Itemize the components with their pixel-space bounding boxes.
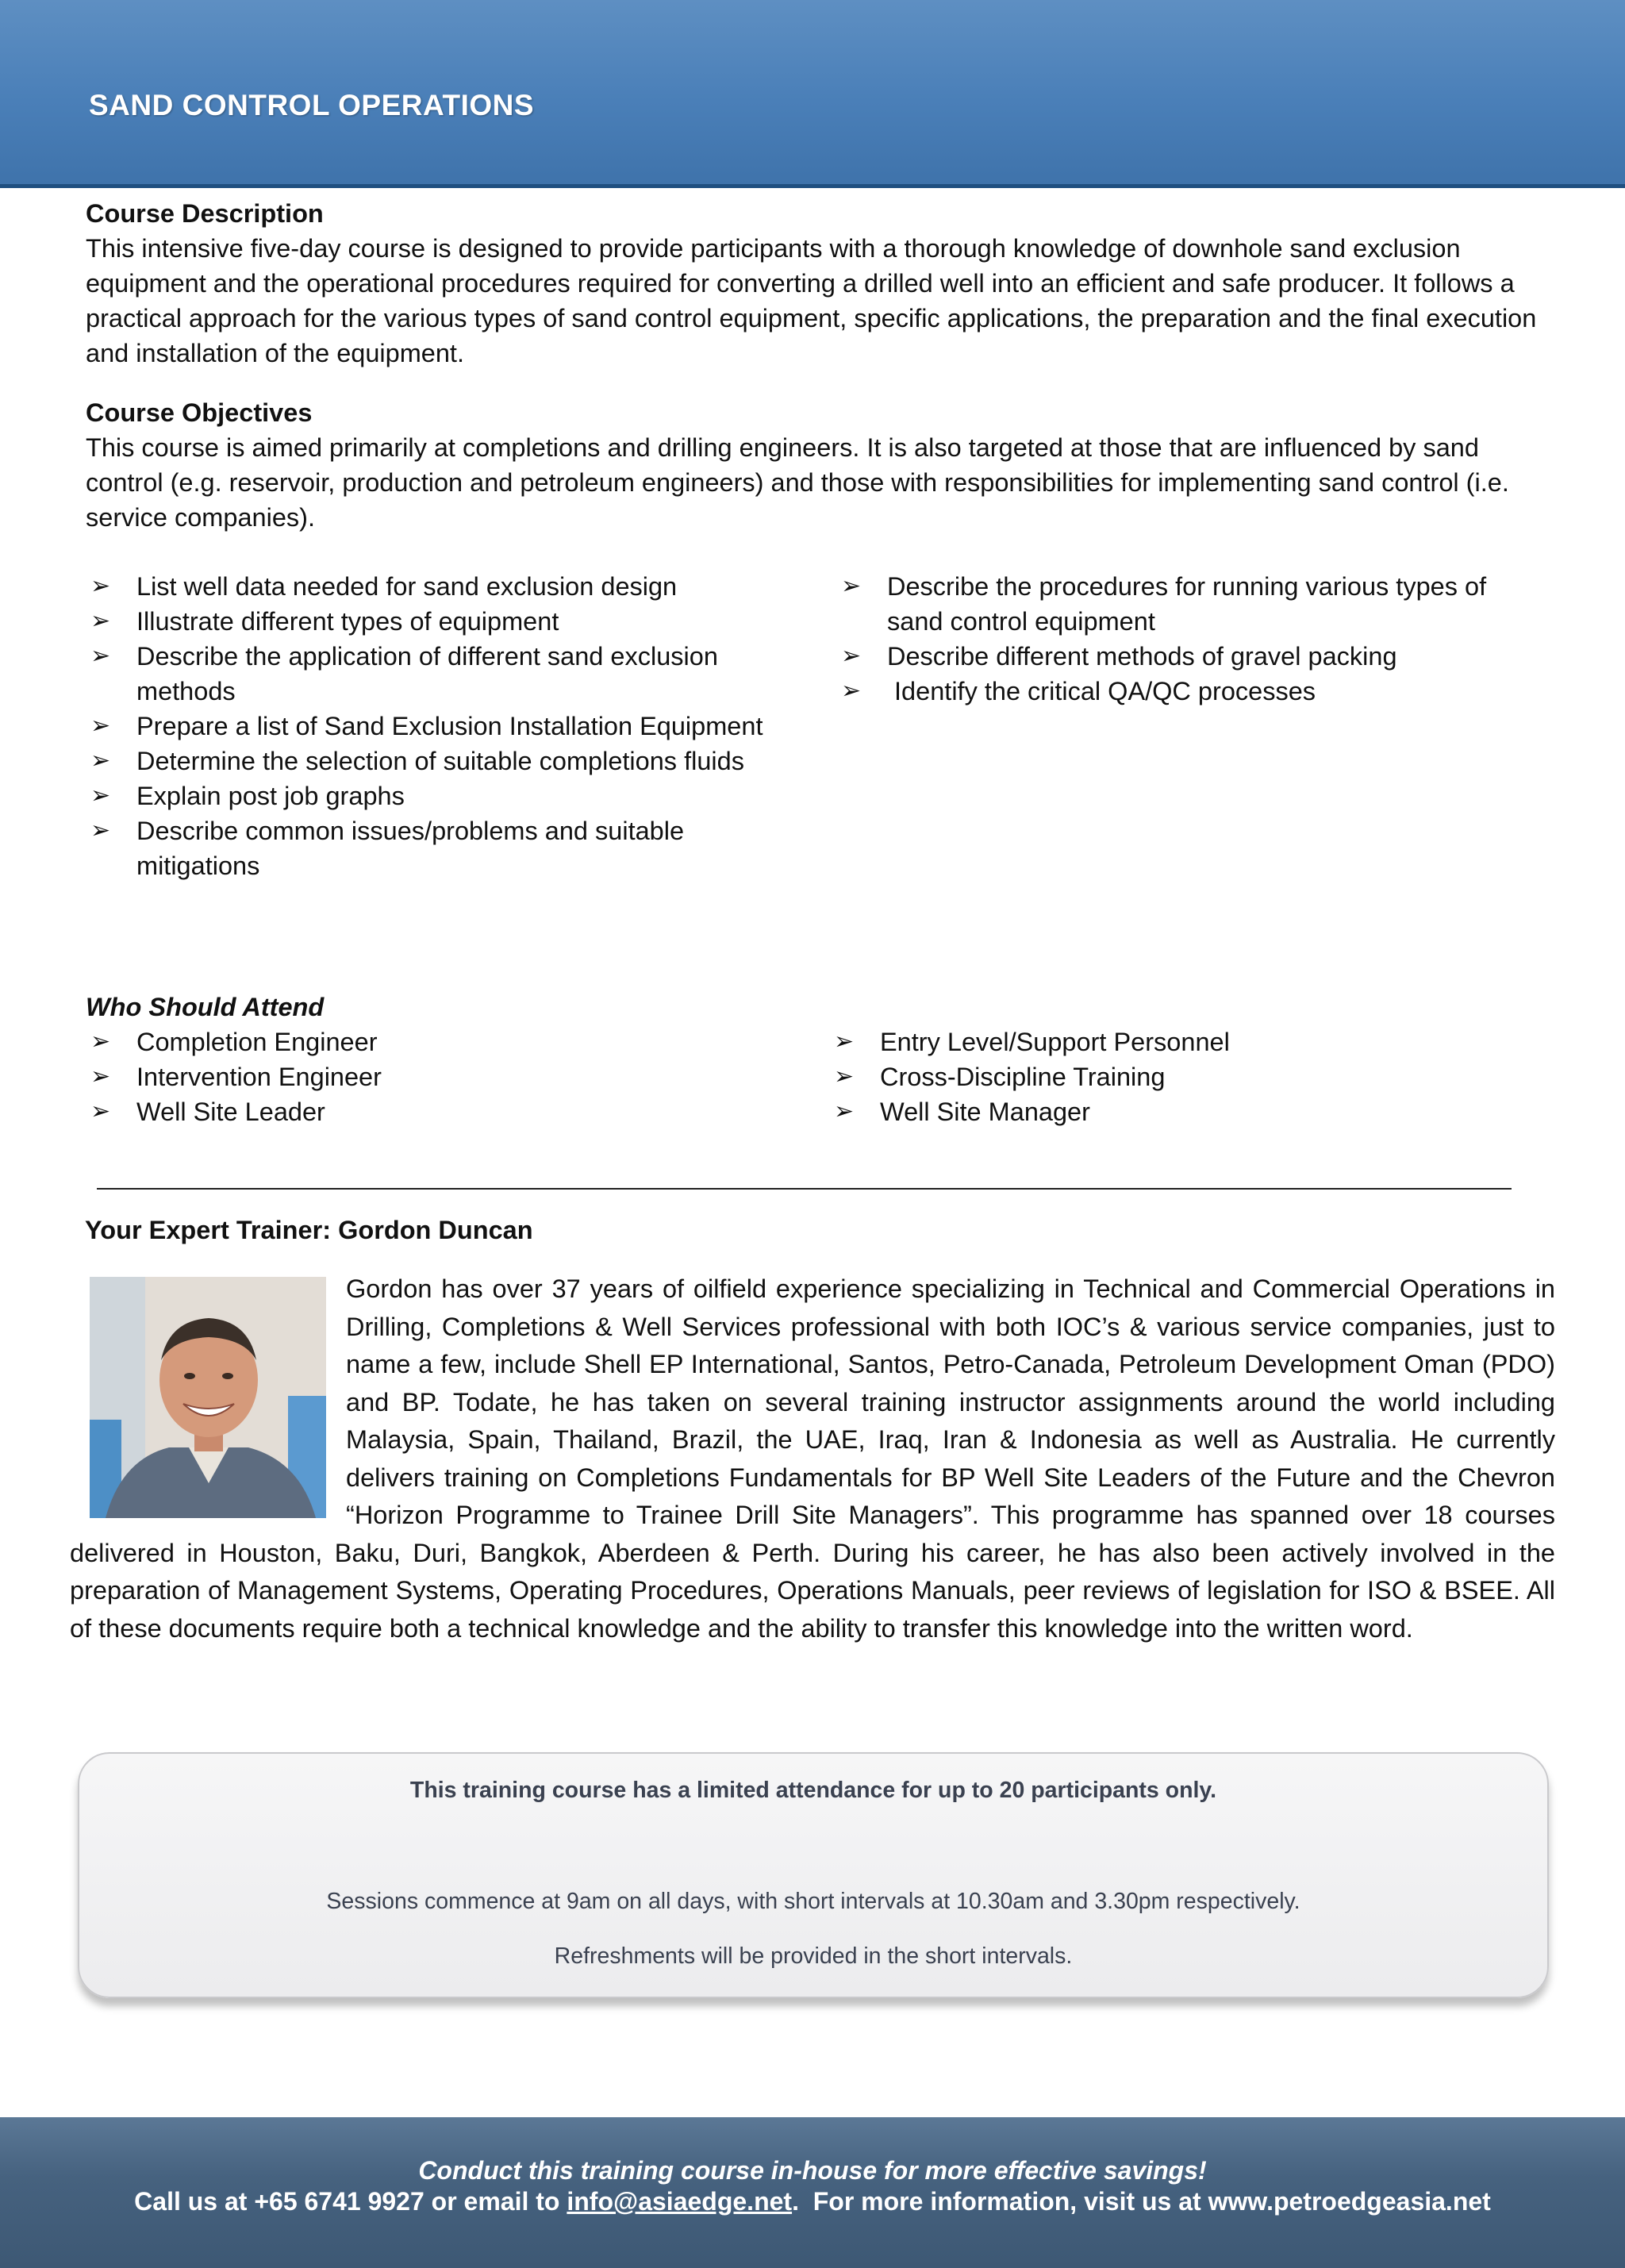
objectives-list-left [86, 569, 784, 883]
arrow-bullet-icon: ➢ [834, 1098, 855, 1124]
arrow-bullet-icon: ➢ [834, 1063, 855, 1090]
list-item: ➢ Explain post job graphs [86, 778, 784, 813]
course-objectives-text: This course is aimed primarily at completions and drilling engineers. It is also targeted at those that are influenced by sand control (e.g. reservoir, production and petroleum engineers) and those with responsibilities for implementing sand control (i.e. service companies). [86, 433, 1509, 532]
email-link[interactable]: info@asiaedge.net [567, 2187, 793, 2216]
list-item: ➢ Determine the selection of suitable completions fluids [86, 744, 784, 778]
list-item: ➢ Prepare a list of Sand Exclusion Installation Equipment [86, 709, 784, 744]
notice-refreshments: Refreshments will be provided in the short intervals. [554, 1943, 1073, 1969]
course-objectives-section [86, 395, 1562, 535]
arrow-bullet-icon: ➢ [90, 1098, 111, 1124]
list-item: ➢ List well data needed for sand exclusion design [86, 569, 784, 604]
arrow-bullet-icon: ➢ [90, 1028, 111, 1055]
list-item: ➢ Cross-Discipline Training [829, 1059, 1527, 1094]
who-should-attend-heading: Who Should Attend [86, 993, 325, 1021]
footer-info-text: . For more information, visit us at www.petroedgeasia.net [792, 2187, 1491, 2216]
trainer-bio-text: Gordon has over 37 years of oilfield experience specializing in Technical and Commercial Operations in Drilling, Completions & Well Services professional with both IOC’s & various service companies, just to name a few, include Shell EP International, Santos, Petro-Canada, Petroleum Development Oman (PDO) and BP. Todate, he has taken on several training instructor assignments around the world including Malaysia, Spain, Thailand, Brazil, the UAE, Iraq, Iran & Indonesia as well as Australia. He currently delivers training on Completions Fundamentals for BP Well Site Leaders of the Future and the Chevron “Horizon Programme to Trainee Drill Site Managers”. This programme has spanned over 18 courses delivered in Houston, Baku, Duri, Bangkok, Aberdeen & Perth. During his career, he has also been actively involved in the preparation of Management Systems, Operating Procedures, Operations Manuals, peer reviews of legislation for ISO & BSEE. All of these documents require both a technical knowledge and the ability to transfer this knowledge into the written word. [70, 1274, 1555, 1643]
attend-list-left [86, 1024, 784, 1129]
arrow-bullet-icon: ➢ [90, 817, 111, 844]
list-item: ➢ Intervention Engineer [86, 1059, 784, 1094]
arrow-bullet-icon: ➢ [90, 608, 111, 634]
list-item: ➢ Identify the critical QA/QC processes [836, 674, 1535, 709]
arrow-bullet-icon: ➢ [90, 713, 111, 739]
arrow-bullet-icon: ➢ [841, 573, 862, 599]
arrow-bullet-icon: ➢ [90, 782, 111, 809]
attend-list-right [829, 1024, 1527, 1129]
trainer-photo [90, 1277, 326, 1518]
page-header [0, 0, 1625, 188]
notice-limited-attendance: This training course has a limited attendance for up to 20 participants only. [409, 1778, 1217, 1803]
list-item: ➢ Describe the procedures for running various types of sand control equipment [836, 569, 1535, 639]
list-item: ➢ Illustrate different types of equipment [86, 604, 784, 639]
course-objectives-heading: Course Objectives [86, 398, 313, 427]
list-item: ➢ Describe different methods of gravel packing [836, 639, 1535, 674]
list-item: ➢ Completion Engineer [86, 1024, 784, 1059]
objectives-list-right [836, 569, 1535, 709]
arrow-bullet-icon: ➢ [90, 573, 111, 599]
trainer-portrait-illustration [90, 1277, 326, 1518]
attendance-notice-box [78, 1752, 1549, 1998]
course-description-heading: Course Description [86, 199, 324, 228]
section-divider [97, 1188, 1512, 1190]
notice-session-times: Sessions commence at 9am on all days, with short intervals at 10.30am and 3.30pm respectively. [326, 1889, 1300, 1914]
footer-tagline: Conduct this training course in-house for more effective savings! [418, 2156, 1207, 2185]
arrow-bullet-icon: ➢ [90, 1063, 111, 1090]
course-description-section [86, 196, 1562, 371]
list-item: ➢ Well Site Leader [86, 1094, 784, 1129]
list-item: ➢ Well Site Manager [829, 1094, 1527, 1129]
arrow-bullet-icon: ➢ [90, 643, 111, 669]
arrow-bullet-icon: ➢ [841, 643, 862, 669]
course-description-text: This intensive five-day course is designed to provide participants with a thorough knowledge of downhole sand exclusion equipment and the operational procedures required for converting a drilled well into an efficient and safe producer. It follows a practical approach for the various types of sand control equipment, specific applications, the preparation and the final execution and installation of the equipment. [86, 234, 1537, 367]
arrow-bullet-icon: ➢ [841, 678, 862, 704]
list-item: ➢ Describe the application of different sand exclusion methods [86, 639, 784, 709]
course-title: SAND CONTROL OPERATIONS [89, 89, 535, 121]
page-footer [0, 2117, 1625, 2268]
list-item: ➢ Describe common issues/problems and suitable mitigations [86, 813, 784, 883]
footer-call-text: Call us at +65 6741 9927 or email to [134, 2187, 567, 2216]
arrow-bullet-icon: ➢ [834, 1028, 855, 1055]
arrow-bullet-icon: ➢ [90, 748, 111, 774]
trainer-heading: Your Expert Trainer: Gordon Duncan [85, 1216, 533, 1244]
list-item: ➢ Entry Level/Support Personnel [829, 1024, 1527, 1059]
footer-contact [0, 2187, 1625, 2216]
